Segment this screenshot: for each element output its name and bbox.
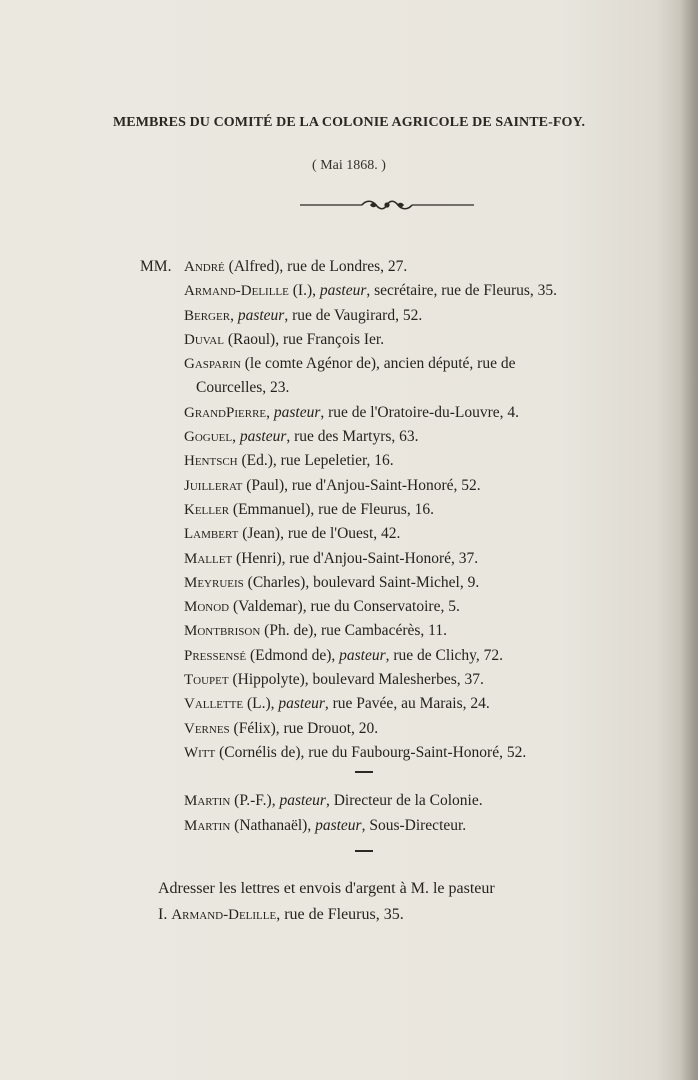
list-item: Gasparin (le comte Agénor de), ancien député, rue de Courcelles, 23. — [0, 352, 698, 401]
member-name: Goguel — [184, 429, 233, 446]
list-item: Montbrison (Ph. de), rue Cambacérès, 11. — [184, 622, 447, 640]
member-continuation: Courcelles, 23. — [196, 379, 290, 397]
member-name: Armand-Delille — [184, 283, 289, 300]
list-item: Monod (Valdemar), rue du Conservatoire, 5. — [184, 598, 460, 616]
member-name: Juillerat — [184, 477, 243, 494]
list-item: Pressensé (Edmond de), pasteur, rue de Clichy, 72. — [184, 646, 503, 664]
list-item: GrandPierre, pasteur, rue de l'Oratoire-du-Louvre, 4. — [184, 403, 519, 421]
list-item: Witt (Cornélis de), rue du Faubourg-Saint-Honoré, 52. — [184, 743, 527, 761]
list-item: Goguel, pasteur, rue des Martyrs, 63. — [184, 428, 419, 446]
list-item: Lambert (Jean), rue de l'Ouest, 42. — [184, 525, 401, 543]
member-name: Hentsch — [184, 453, 238, 470]
member-name: Meyrueis — [184, 574, 244, 591]
member-name: Montbrison — [184, 623, 261, 640]
section-dash — [355, 771, 373, 773]
member-name: Keller — [184, 501, 230, 518]
member-name: Monod — [184, 599, 230, 616]
address-note — [0, 876, 698, 928]
director-name: Martin — [184, 793, 231, 810]
list-item: Vernes (Félix), rue Drouot, 20. — [184, 719, 379, 737]
list-item: Meyrueis (Charles), boulevard Saint-Michel, 9. — [184, 573, 480, 591]
list-item: Martin (P.-F.), pasteur, Directeur de la Colonie. — [184, 792, 483, 810]
list-item: Armand-Delille (I.), pasteur, secrétaire, rue de Fleurus, 35. — [184, 282, 558, 300]
list-item: Hentsch (Ed.), rue Lepeletier, 16. — [184, 452, 394, 470]
member-name: Witt — [184, 744, 216, 761]
list-item: Juillerat (Paul), rue d'Anjou-Saint-Honoré, 52. — [184, 476, 481, 494]
note-line: I. Armand-Delille, rue de Fleurus, 35. — [158, 906, 404, 923]
member-list — [0, 255, 698, 866]
member-name: Vernes — [184, 720, 230, 737]
list-item: Toupet (Hippolyte), boulevard Malesherbes, 37. — [184, 671, 484, 689]
list-item: Keller (Emmanuel), rue de Fleurus, 16. — [184, 500, 434, 518]
member-name: Duval — [184, 331, 224, 348]
list-item: Berger, pasteur, rue de Vaugirard, 52. — [184, 306, 423, 324]
page-title: MEMBRES DU COMITÉ DE LA COLONIE AGRICOLE DE SAINTE-FOY. — [112, 115, 586, 130]
member-name: Mallet — [184, 550, 233, 567]
page-date: ( Mai 1868. ) — [312, 158, 386, 173]
member-name: GrandPierre — [184, 404, 267, 421]
section-dash — [355, 850, 373, 852]
list-prefix: MM. — [140, 258, 172, 275]
list-item: Martin (Nathanaël), pasteur, Sous-Directeur. — [184, 816, 467, 834]
list-item: MM. André (Alfred), rue de Londres, 27. — [0, 255, 698, 279]
list-item: Vallette (L.), pasteur, rue Pavée, au Marais, 24. — [184, 695, 490, 713]
member-name: Vallette — [184, 696, 244, 713]
note-line: Adresser les lettres et envois d'argent à M. le pasteur — [158, 880, 495, 897]
list-item: Mallet (Henri), rue d'Anjou-Saint-Honoré, 37. — [184, 549, 479, 567]
member-name: Pressensé — [184, 647, 247, 664]
member-name: Lambert — [184, 526, 239, 543]
note-name: Armand-Delille — [171, 907, 277, 923]
ornament-divider-icon — [300, 198, 474, 212]
director-name: Martin — [184, 817, 231, 834]
member-name: Gasparin — [184, 356, 241, 373]
member-name: André — [184, 259, 225, 275]
member-name: Toupet — [184, 672, 229, 689]
list-item: Duval (Raoul), rue François Ier. — [184, 330, 385, 348]
member-name: Berger — [184, 307, 231, 324]
